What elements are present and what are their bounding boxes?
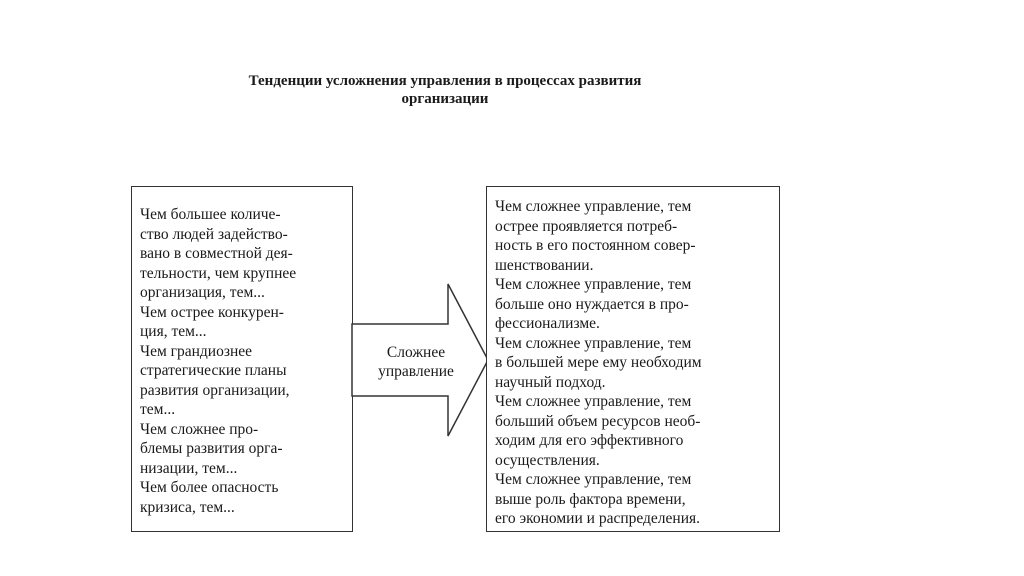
arrow-label-line-2: управление <box>378 363 454 380</box>
right-box-line: больший объем ресурсов необ- <box>495 412 701 430</box>
right-box-line: шенствовании. <box>495 256 594 274</box>
right-box-line: его экономии и распределения. <box>495 510 701 527</box>
left-box-line: ция, тем... <box>140 323 207 340</box>
right-box-line: больше оно нуждается в про- <box>495 295 689 313</box>
left-box-line: Чем большее количе- <box>140 206 281 223</box>
left-box-line: кризиса, тем... <box>140 498 235 516</box>
right-box-line: осуществления. <box>495 451 600 469</box>
right-box-line: Чем сложнее управление, тем <box>495 393 692 410</box>
left-box-line: тельности, чем крупнее <box>140 264 297 282</box>
right-box-line: Чем сложнее управление, тем <box>495 471 692 488</box>
left-box-line: Чем более опасность <box>140 479 279 496</box>
left-box-line: Чем острее конкурен- <box>140 303 284 321</box>
right-box-line: острее проявляется потреб- <box>495 217 678 235</box>
title-line-1: Тенденции усложнения управления в процессах развития <box>248 73 642 89</box>
left-box-line: блемы развития орга- <box>140 440 283 457</box>
right-box-consequences <box>486 186 780 532</box>
left-box-line: развития организации, <box>140 381 290 399</box>
right-box-line: Чем сложнее управление, тем <box>495 276 692 293</box>
left-box-line: организация, тем... <box>140 284 265 301</box>
arrow-label-line-1: Сложнее <box>386 344 446 361</box>
right-box-line: ность в его постоянном совер- <box>495 237 696 254</box>
right-box-line: Чем сложнее управление, тем <box>495 334 692 352</box>
right-box-line: фессионализме. <box>495 315 600 332</box>
right-box-line: ходим для его эффективного <box>495 432 684 449</box>
title-line-2: организации <box>401 91 489 107</box>
arrow-label <box>356 343 476 381</box>
right-box-line: Чем сложнее управление, тем <box>495 198 692 215</box>
right-box-line: выше роль фактора времени, <box>495 490 686 508</box>
left-box-line: стратегические планы <box>140 362 287 379</box>
left-box-line: ство людей задейство- <box>140 225 288 243</box>
left-box-line: вано в совместной дея- <box>140 245 293 262</box>
right-box-line: в большей мере ему необходим <box>495 354 702 371</box>
diagram-title <box>200 72 690 108</box>
left-box-causes <box>131 186 353 532</box>
left-box-line: Чем грандиознее <box>140 342 253 360</box>
right-box-line: научный подход. <box>495 373 606 391</box>
left-box-line: низации, тем... <box>140 459 238 477</box>
left-box-line: Чем сложнее про- <box>140 420 259 438</box>
left-box-line: тем... <box>140 401 176 418</box>
